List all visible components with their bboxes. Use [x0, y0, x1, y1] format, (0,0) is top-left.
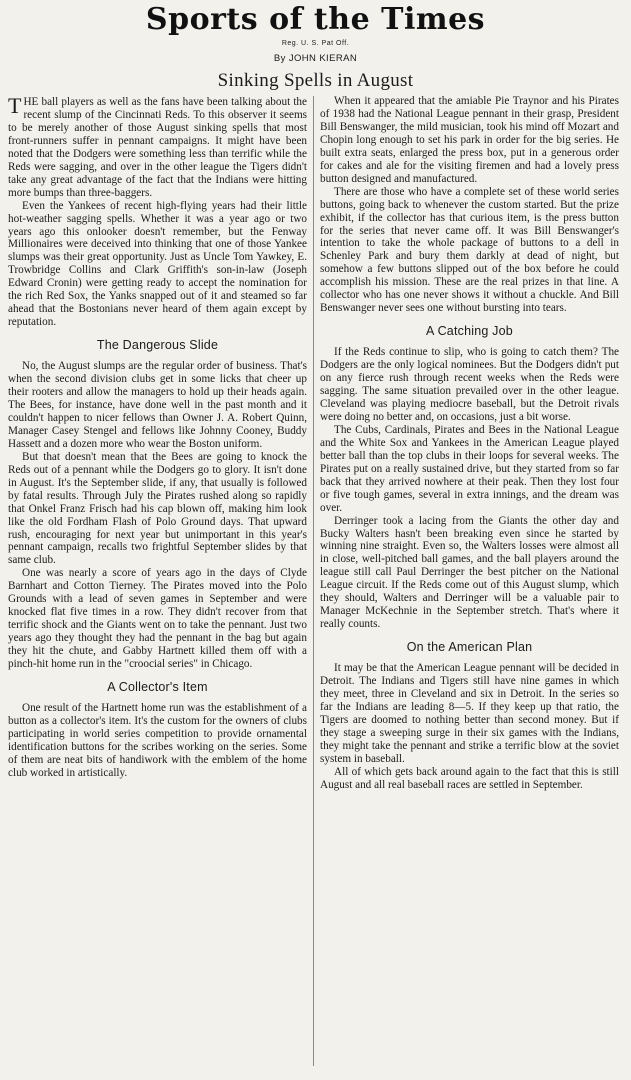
paragraph: Derringer took a lacing from the Giants the other day and Bucky Walters hasn't been breaking even since he started by winning nine straight. Even so, the Walters losses were almost all in close, well-pitched ball games, and the ball players around the league still call Paul Derringer the best pitcher on the National League circuit. If the Reds come out of this August slump, which they should, Walters and Derringer will be a valuable pair to Manager McKechnie in the September stretch. That's where it really counts. [320, 514, 619, 631]
subheading: The Dangerous Slide [96, 338, 219, 353]
column-masthead: Sports of the Times [145, 2, 486, 37]
headline: Sinking Spells in August [217, 70, 414, 91]
trademark-notice: Reg. U. S. Pat Off. [281, 40, 350, 47]
column-divider [313, 96, 314, 1066]
drop-cap: T [8, 96, 22, 118]
subheading: On the American Plan [406, 640, 533, 655]
paragraph: All of which gets back around again to the fact that this is still August and all real baseball races are settled in September. [320, 765, 619, 791]
byline: By JOHN KIERAN [273, 53, 358, 64]
paragraph: One was nearly a score of years ago in the days of Clyde Barnhart and Cotton Tierney. The Pirates moved into the Polo Grounds with a lead of seven games in September and were knocked flat five times in a row. They didn't recover from that terrific shock and the Giants went on to take the pennant. Just two years ago they thought they had the pennant in the bag but again they hit the chute, and Gabby Hartnett killed them off with a pinch-hit home run in the "croocial series" in Chicago. [8, 567, 307, 671]
paragraph: It may be that the American League pennant will be decided in Detroit. The Indians and Tigers still have nine games in which they meet, three in Cleveland and six in Detroit. In the series so far the Indians are leading 8—5. If they keep up that ratio, the Tigers are doomed to nothing better than second money. But if they stage a sweeping surge in their six games with the Indians, they might take the pennant and strike a terrific blow at the soviet system in baseball. [320, 662, 619, 765]
paragraph: There are those who have a complete set of these world series buttons, going back to whenever the custom started. But the prize exhibit, if the collector has that curious item, is the press button for the series that never came off. It was Bill Benswanger's intention to take the whole package of buttons to a dell in Schenley Park and bury them darkly at dead of night, but somehow a few buttons slipped out of the box before he could accomplish his mission. These are the real prizes in that line. A collector who has one never shows it without a chuckle. And Bill Benswanger never sees one without bursting into tears. [320, 185, 619, 315]
paragraph: But that doesn't mean that the Bees are going to knock the Reds out of a pennant while the Dodgers go to glory. It isn't done in August. It's the September slide, if any, that usually is followed by fatal results. Through July the Pirates rushed along so rapidly that Onkel Franz Frisch had his cap blown off, making him look like the old Fordham Flash of Polo Ground days. That upward rush, encouraging for next year but unimportant in this year's pennant campaign, recalls two frightful September slides by that same club. [8, 450, 307, 567]
left-column [8, 96, 307, 1070]
subheading: A Catching Job [426, 324, 513, 339]
paragraph: The Cubs, Cardinals, Pirates and Bees in the National League and the White Sox and Yankees in the American League played better ball than the top clubs in their loops for several weeks. The Pirates put on a really sustained drive, but they started from so far back that they arrived nowhere at their peak. Then they lost four or five tough games, several in extra innings, and the dream was over. [320, 423, 619, 514]
subheading: A Collector's Item [107, 679, 208, 694]
paragraph-text: HE ball players as well as the fans have been talking about the recent slump of the Cincinnati Reds. To this observer it seems to be merely another of those August sinking spells that most front-runners suffer in pennant campaigns. It might have been noted that the Dodgers were something less than terrific while the Reds were sagging, and over in the other league the Tigers didn't take any great advantage of the fact that the Indians were hitting more bumps than three-baggers. [8, 96, 307, 199]
paragraph: One result of the Hartnett home run was the establishment of a button as a collector's item. It's the custom for the owners of clubs participating in world series competition to provide ornamental identification buttons for the scribes working on the series. Some of them are neat bits of handiwork with the emblem of the home club worked in artistically. [8, 701, 307, 779]
right-column [320, 95, 619, 1070]
paragraph: If the Reds continue to slip, who is going to catch them? The Dodgers are the only logical nominees. But the Dodgers didn't put on any fierce rush through recent weeks when the Reds were sagging. The same situation prevailed over in the other league. Cleveland was playing mediocre baseball, but the Detroit rivals were doing no better and, on occasions, just a bit worse. [320, 346, 619, 423]
paragraph: When it appeared that the amiable Pie Traynor and his Pirates of 1938 had the National League pennant in their grasp, President Bill Benswanger, the mild musician, took his mind off Mozart and Chopin long enough to set his park in order for the big series. He built extra seats, enlarged the press box, put in a generous order for cakes and ale for the visiting firemen and had a lovely press button designed and manufactured. [320, 95, 619, 185]
paragraph: No, the August slumps are the regular order of business. That's when the second division clubs get in some licks that cheer up their rooters and allow the managers to hold up their heads again. The Bees, for instance, have done well in the past month and it couldn't happen to nicer fellows than Owner J. A. Robert Quinn, Manager Casey Stengel and fellows like Johnny Cooney, Buddy Hassett and a dozen more who wear the Boston uniform. [8, 360, 307, 450]
paragraph [8, 96, 307, 200]
paragraph: Even the Yankees of recent high-flying years had their little hot-weather sagging spells. Whether it was a year ago or two years ago this onlooker doesn't remember, but the Fenway Millionaires were deceived into thinking that one of those Yankee slumps was their great opportunity. Just as Uncle Tom Yawkey, E. Trowbridge Collins and Clark Griffith's son-in-law (Joseph Edward Cronin) were getting ready to accept the nomination for the rich Red Sox, the Yanks snapped out of it and steamed so far ahead that the Bostonians never heard of them again except by reputation. [8, 199, 307, 329]
